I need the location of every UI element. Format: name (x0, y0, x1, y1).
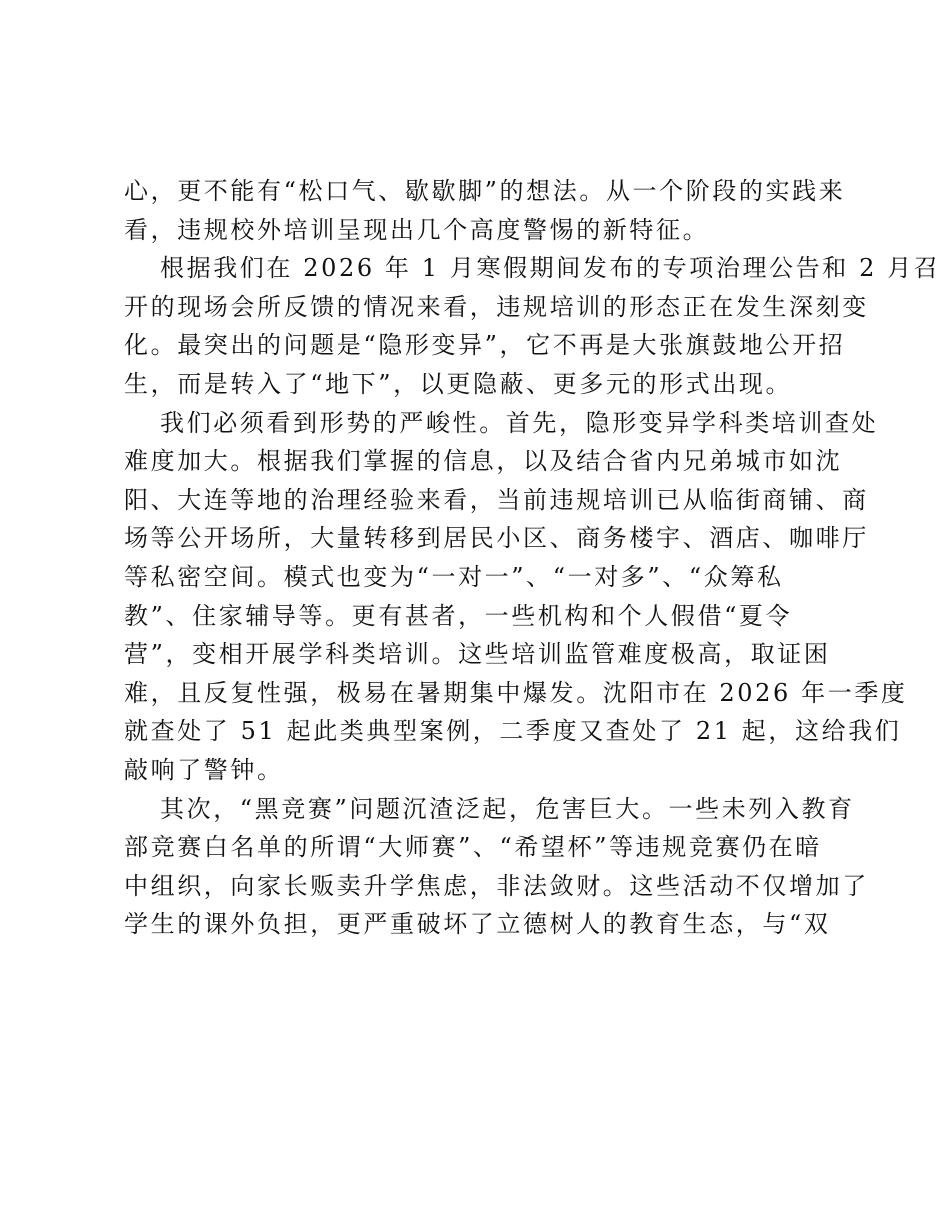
text-line: 敲响了警钟。 (124, 755, 284, 784)
text-line: 难度加大。根据我们掌握的信息，以及结合省内兄弟城市如沈 (124, 447, 843, 476)
text-line: 化。最突出的问题是“隐形变异”，它不再是大张旗鼓地公开招 (124, 331, 846, 360)
text-line: 就查处了 51 起此类典型案例，二季度又查处了 21 起，这给我们 (124, 717, 902, 746)
text-line: 部竞赛白名单的所谓“大师赛”、“希望杯”等违规竞赛仍在暗 (124, 833, 822, 862)
text-line: 营”，变相开展学科类培训。这些培训监管难度极高，取证困 (124, 640, 831, 669)
text-line: 生，而是转入了“地下”，以更隐蔽、更多元的形式出现。 (124, 369, 793, 398)
document-body (124, 172, 941, 944)
paragraph-start-line: 其次，“黑竞赛”问题沉渣泛起，危害巨大。一些未列入教育 (160, 794, 855, 823)
text-line: 难，且反复性强，极易在暑期集中爆发。沈阳市在 2026 年一季度 (124, 678, 908, 707)
text-line: 看，违规校外培训呈现出几个高度警惕的新特征。 (124, 215, 710, 244)
text-line: 中组织，向家长贩卖升学焦虑，非法敛财。这些活动不仅增加了 (124, 871, 869, 900)
text-line: 学生的课外负担，更严重破坏了立德树人的教育生态，与“双 (124, 910, 831, 939)
text-line: 等私密空间。模式也变为“一对一”、“一对多”、“众筹私 (124, 562, 784, 591)
text-line: 教”、住家辅导等。更有甚者，一些机构和个人假借“夏令 (124, 601, 793, 630)
text-line: 心，更不能有“松口气、歇歇脚”的想法。从一个阶段的实践来 (124, 177, 846, 205)
paragraph-start-line: 根据我们在 2026 年 1 月寒假期间发布的专项治理公告和 2 月召 (160, 254, 941, 283)
text-line: 阳、大连等地的治理经验来看，当前违规培训已从临街商铺、商 (124, 485, 869, 514)
paragraph-start-line: 我们必须看到形势的严峻性。首先，隐形变异学科类培训查处 (160, 408, 879, 437)
text-line: 开的现场会所反馈的情况来看，违规培训的形态正在发生深刻变 (124, 292, 869, 321)
text-line: 场等公开场所，大量转移到居民小区、商务楼宇、酒店、咖啡厅 (124, 524, 869, 553)
